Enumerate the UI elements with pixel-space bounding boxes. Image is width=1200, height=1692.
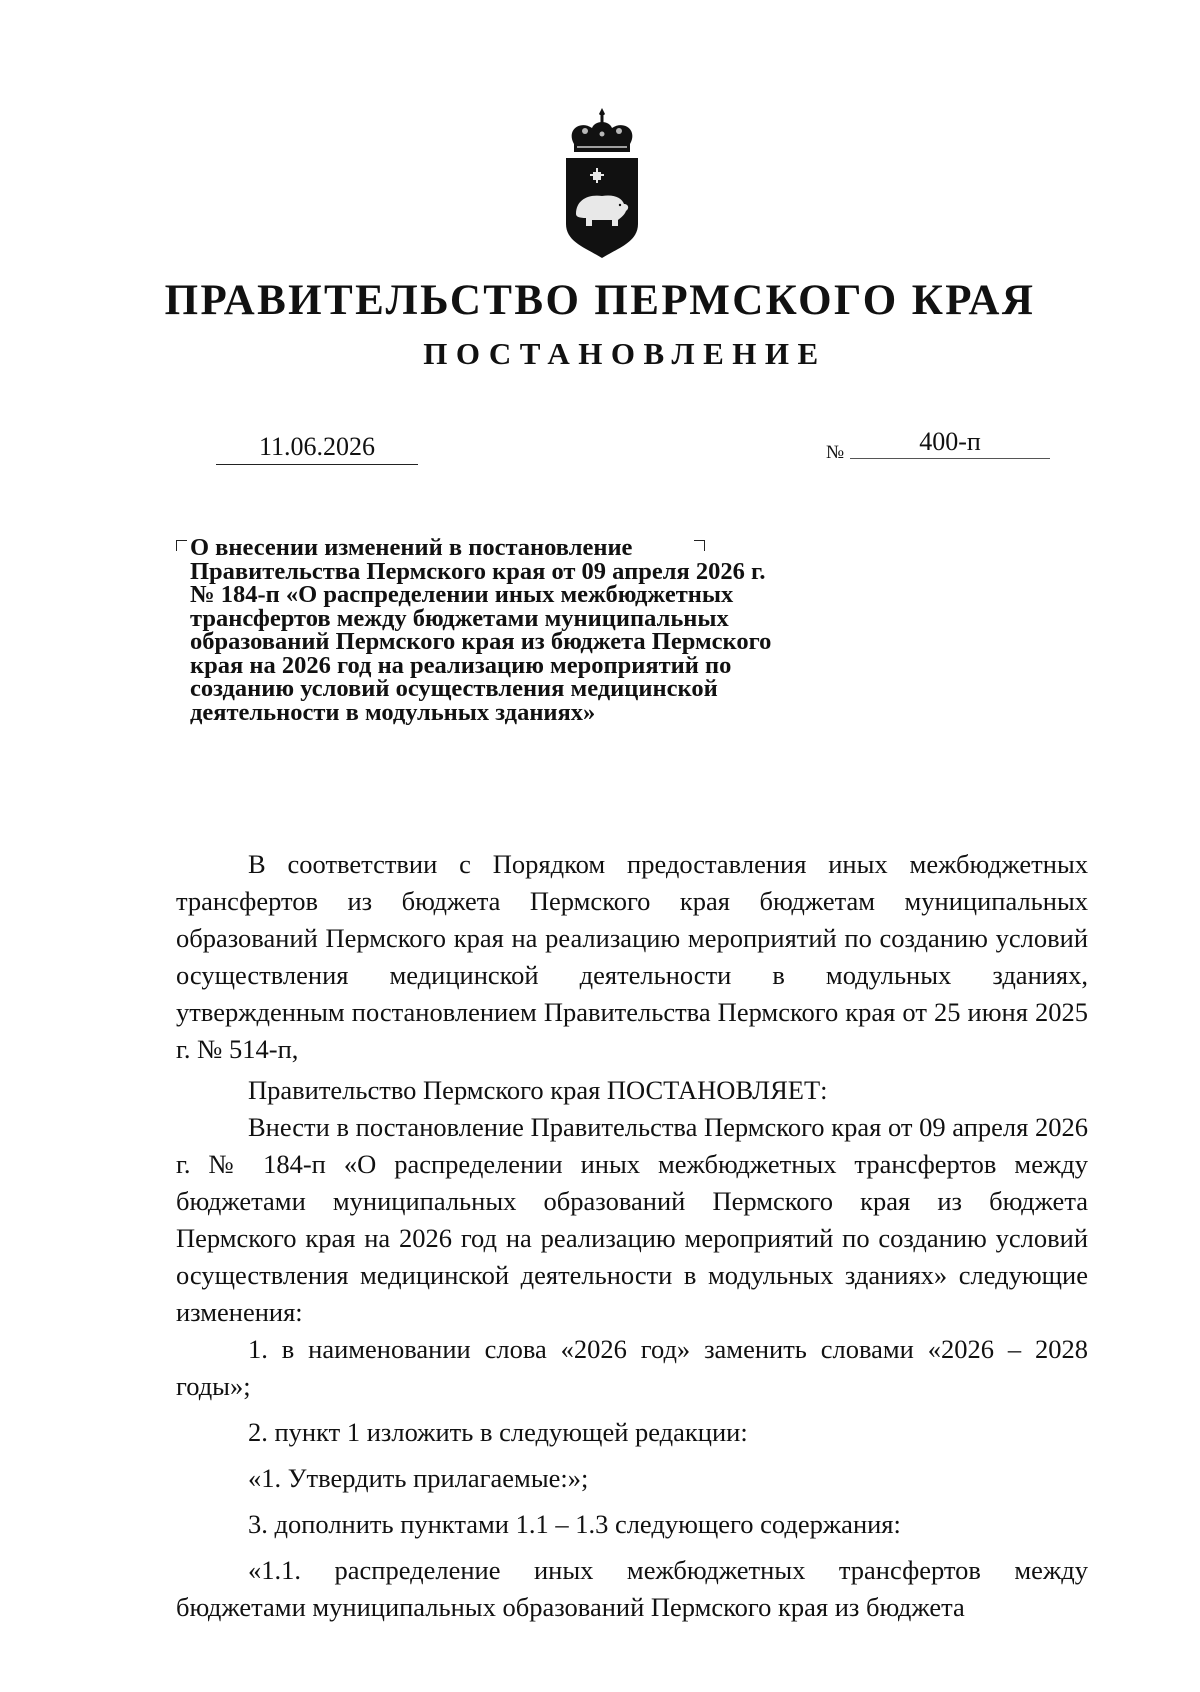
body-item-2-quote: «1. Утвердить прилагаемые:»; xyxy=(248,1463,589,1493)
perm-krai-coat-of-arms-icon xyxy=(562,108,642,260)
document-type: ПОСТАНОВЛЕНИЕ xyxy=(423,336,827,371)
body-item-1-1: «1.1. распределение иных межбюджетных трансфертов между бюджетами муниципальных образований Пермского края из бюджета xyxy=(176,1555,1088,1622)
document-body xyxy=(176,846,1088,1626)
body-item-1: 1. в наименовании слова «2026 год» заменить словами «2026 – 2028 годы»; xyxy=(176,1334,1088,1401)
number-sign: № xyxy=(826,442,845,463)
body-paragraph-legal-basis: В соответствии с Порядком предоставления иных межбюджетных трансфертов из бюджета Пермского края бюджетам муниципальных образований Пермского края на реализацию мероприятий по созданию условий осуществления медицинской деятельности в модульных зданиях, утвержденным постановлением Правительства Пермского края от 25 июня 2025 г. № 514-п, xyxy=(176,849,1088,1064)
body-paragraph-resolves: Правительство Пермского края ПОСТАНОВЛЯЕТ: xyxy=(248,1075,828,1105)
body-item-3: 3. дополнить пунктами 1.1 – 1.3 следующего содержания: xyxy=(248,1509,901,1539)
body-paragraph-amendments-intro: Внести в постановление Правительства Пермского края от 09 апреля 2026 г. № 184-п «О распределении иных межбюджетных трансфертов между бюджетами муниципальных образований Пермского края из бюджета Пермского края на 2026 год на реализацию мероприятий по созданию условий осуществления медицинской деятельности в модульных зданиях» следующие изменения: xyxy=(176,1112,1088,1327)
subject-bracket-left xyxy=(176,540,187,551)
body-item-2: 2. пункт 1 изложить в следующей редакции: xyxy=(248,1417,748,1447)
government-name: ПРАВИТЕЛЬСТВО ПЕРМСКОГО КРАЯ xyxy=(164,277,1036,324)
document-number: 400-п xyxy=(850,426,1050,459)
document-subject: О внесении изменений в постановление Правительства Пермского края от 09 апреля 2026 г. № 184-п «О распределении иных межбюджетных трансфертов между бюджетами муниципальных образований Пермского края из бюджета Пермского края на 2026 год на реализацию мероприятий по созданию условий осуществления медицинской деятельности в модульных зданиях» xyxy=(190,534,772,726)
document-date: 11.06.2026 xyxy=(216,430,418,465)
